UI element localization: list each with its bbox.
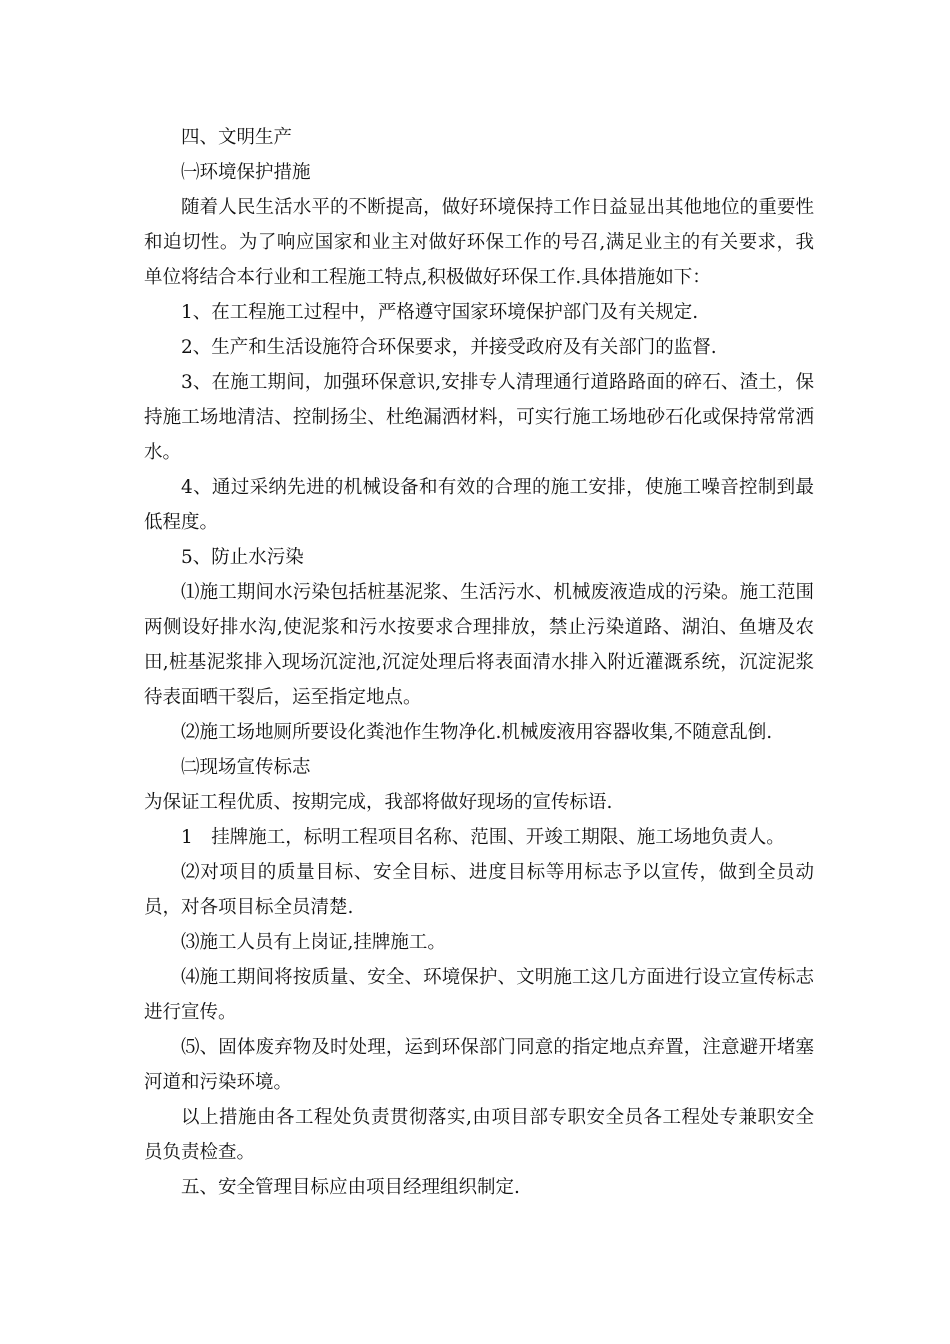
document-body (144, 120, 814, 1205)
sign-item-3: ⑶施工人员有上岗证,挂牌施工。 (181, 932, 446, 953)
list-item-1: 1、在工程施工过程中，严格遵守国家环境保护部门及有关规定. (181, 302, 699, 323)
section-heading-5: 五、安全管理目标应由项目经理组织制定. (181, 1177, 520, 1198)
sign-item-5: ⑸、固体废弃物及时处理，运到环保部门同意的指定地点弃置，注意避开堵塞河道和污染环境。 (144, 1037, 814, 1093)
paragraph-responsibility: 以上措施由各工程处负责贯彻落实,由项目部专职安全员各工程处专兼职安全员负责检查。 (144, 1107, 814, 1163)
sign-item-1: 1 挂牌施工，标明工程项目名称、范围、开竣工期限、施工场地负责人。 (181, 827, 785, 848)
subsection-heading-environment: ㈠环境保护措施 (181, 162, 311, 183)
sub-item-water-2: ⑵施工场地厕所要设化粪池作生物净化.机械废液用容器收集,不随意乱倒. (181, 722, 773, 743)
paragraph-signage-intro: 为保证工程优质、按期完成，我部将做好现场的宣传标语. (144, 792, 613, 813)
subsection-heading-signage: ㈡现场宣传标志 (181, 757, 311, 778)
section-heading-4: 四、文明生产 (181, 127, 293, 148)
list-item-5: 5、防止水污染 (181, 547, 304, 568)
sign-item-4: ⑷施工期间将按质量、安全、环境保护、文明施工这几方面进行设立宣传标志进行宣传。 (144, 967, 814, 1023)
list-item-4: 4、通过采纳先进的机械设备和有效的合理的施工安排，使施工噪音控制到最低程度。 (144, 477, 814, 533)
list-item-2: 2、生产和生活设施符合环保要求，并接受政府及有关部门的监督. (181, 337, 717, 358)
list-item-3: 3、在施工期间，加强环保意识,安排专人清理通行道路路面的碎石、渣土，保持施工场地清洁、控制扬尘、杜绝漏洒材料，可实行施工场地砂石化或保持常常洒水。 (144, 372, 814, 463)
paragraph-intro: 随着人民生活水平的不断提高，做好环境保持工作日益显出其他地位的重要性和迫切性。为了响应国家和业主对做好环保工作的号召,满足业主的有关要求，我单位将结合本行业和工程施工特点,积极做好环保工作.具体措施如下： (144, 197, 814, 288)
sign-item-2: ⑵对项目的质量目标、安全目标、进度目标等用标志予以宣传，做到全员动员，对各项目标全员清楚. (144, 862, 814, 918)
sub-item-water-1: ⑴施工期间水污染包括桩基泥浆、生活污水、机械废液造成的污染。施工范围两侧设好排水沟,使泥浆和污水按要求合理排放，禁止污染道路、湖泊、鱼塘及农田,桩基泥浆排入现场沉淀池,沉淀处理后将表面清水排入附近灌溉系统，沉淀泥浆待表面晒干裂后，运至指定地点。 (144, 582, 814, 708)
